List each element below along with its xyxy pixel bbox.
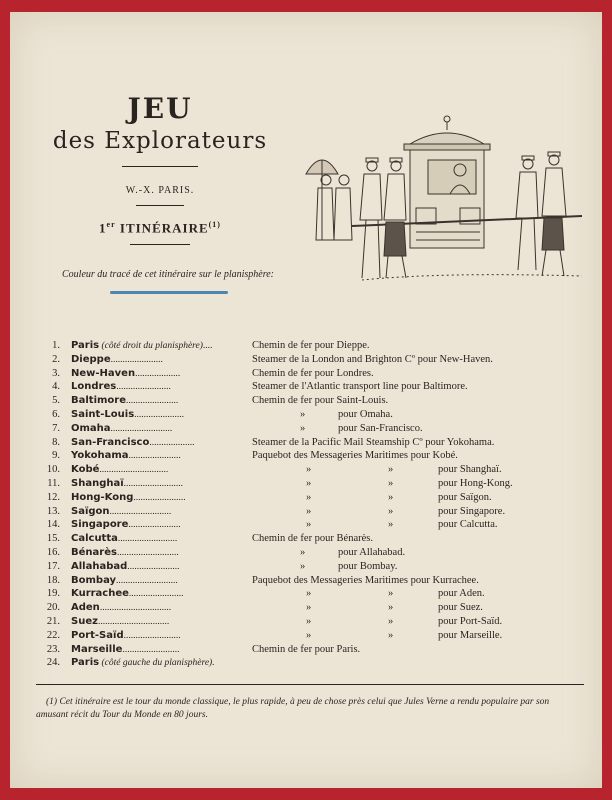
ditto-mark: » — [306, 616, 312, 627]
stop-city-name: San-Francisco — [71, 436, 150, 448]
ditto-mark: » — [306, 491, 312, 503]
itinerary-row — [38, 533, 598, 547]
leader-dots: ................... — [135, 368, 181, 379]
leader-dots: ....................... — [128, 589, 184, 600]
stop-number: 22. — [46, 629, 60, 641]
ditto-mark: » — [300, 547, 306, 558]
stop-city-name: Yokohama — [71, 450, 129, 462]
ditto-mark: » — [300, 409, 306, 420]
ditto-mark: » — [388, 629, 394, 641]
stop-city — [71, 340, 212, 351]
leader-dots: ................... — [149, 437, 195, 448]
publisher-divider — [136, 205, 184, 206]
itinerary-row — [38, 395, 598, 409]
route-color-swatch — [110, 291, 228, 294]
stop-city-name: Bénarès — [71, 547, 117, 558]
title-line-1: JEU — [127, 92, 193, 125]
stop-city-name: Dieppe — [71, 353, 111, 365]
stop-city-name: Bombay — [71, 574, 117, 586]
stop-city — [71, 602, 171, 613]
route-description: pour San-Francisco. — [338, 422, 423, 434]
itinerary-row — [38, 588, 598, 602]
route-description: Chemin de fer pour Dieppe. — [252, 340, 370, 351]
stop-city — [71, 395, 178, 406]
leader-dots: ...................... — [128, 451, 181, 462]
route-description: pour Calcutta. — [438, 519, 498, 531]
stop-city — [71, 437, 194, 448]
itinerary-heading — [10, 220, 310, 236]
stop-city — [71, 354, 163, 365]
stop-city — [71, 644, 179, 655]
itinerary-row — [38, 561, 598, 575]
leader-dots: ......................... — [123, 479, 184, 489]
itinerary-row — [38, 630, 598, 644]
stop-city — [71, 588, 184, 599]
stop-number: 6. — [52, 409, 60, 420]
footnote-divider — [36, 684, 584, 685]
ditto-mark: » — [388, 588, 394, 600]
game-sheet — [10, 12, 602, 788]
stop-number: 2. — [52, 353, 60, 365]
route-description: pour Saïgon. — [438, 491, 492, 503]
stop-city — [71, 616, 169, 627]
sedan-chair-illustration — [292, 100, 592, 290]
route-description: Chemin de fer pour Bénarès. — [252, 533, 374, 545]
ditto-mark: » — [388, 464, 394, 476]
itinerary-footnote-ref: (1) — [208, 220, 221, 229]
itinerary-row — [38, 506, 598, 520]
stop-city-name: Kurrachee — [71, 588, 129, 600]
itinerary-row — [38, 381, 598, 395]
leader-dots: ...................... — [128, 520, 181, 531]
stop-number: 24. — [46, 657, 60, 669]
stop-city-name: Paris — [71, 340, 100, 351]
stop-city-name: Port-Saïd — [71, 629, 124, 641]
stop-city — [71, 561, 180, 572]
footnote: (1) Cet itinéraire est le tour du monde classique, le plus rapide, à peu de chose près celui que Jules Verne a rendu populaire par son amusant récit du Tour du Monde en 80 jours. — [36, 697, 550, 720]
leader-dots: ...................... — [126, 396, 179, 407]
ditto-mark: » — [306, 629, 312, 641]
itinerary-divider — [130, 244, 190, 245]
stop-city — [71, 368, 180, 379]
ditto-mark: » — [306, 464, 312, 476]
stop-city — [71, 575, 178, 586]
route-description: Chemin de fer pour Saint-Louis. — [252, 395, 389, 407]
stop-city — [71, 423, 172, 434]
itinerary-row — [38, 644, 598, 658]
itinerary-row — [38, 657, 598, 671]
leader-dots: .......................... — [116, 548, 179, 558]
leader-dots: ......................... — [117, 534, 178, 545]
itinerary-row — [38, 547, 598, 561]
stop-city — [71, 478, 183, 489]
route-description: Chemin de fer pour Londres. — [252, 367, 374, 379]
stop-city-name: Calcutta — [71, 533, 118, 545]
stop-note: (côté gauche du planisphère). — [99, 658, 215, 669]
itinerary-row — [38, 354, 598, 368]
itinerary-row — [38, 340, 598, 354]
ditto-mark: » — [306, 588, 312, 600]
stop-city-name: Suez — [71, 616, 98, 627]
stop-number: 23. — [46, 643, 60, 655]
route-description: Chemin de fer pour Paris. — [252, 643, 361, 655]
leader-dots: ............................. — [99, 465, 169, 476]
leader-dots: ....................... — [116, 382, 171, 393]
leader-dots: .......................... — [109, 506, 172, 517]
route-description: pour Marseille. — [438, 629, 503, 641]
route-color-caption: Couleur du tracé de cet itinéraire sur le planisphère: — [62, 269, 274, 280]
stop-city — [71, 533, 177, 544]
stop-city-name: Singapore — [71, 519, 129, 531]
leader-dots: .......................... — [110, 423, 173, 434]
stop-city — [71, 519, 181, 530]
stop-city-name: Londres — [71, 381, 117, 393]
stop-number: 13. — [46, 505, 60, 517]
route-description: pour Port-Saïd. — [438, 616, 503, 627]
route-description: pour Hong-Kong. — [438, 478, 513, 489]
stop-city — [71, 506, 171, 517]
stop-number: 14. — [46, 519, 60, 531]
leader-dots: ...................... — [110, 354, 163, 365]
stop-number: 10. — [46, 464, 60, 476]
itinerary-row — [38, 464, 598, 478]
stop-city — [71, 464, 168, 475]
stop-city-name: Kobé — [71, 464, 100, 476]
ditto-mark: » — [388, 491, 394, 503]
stop-number: 4. — [52, 381, 60, 393]
stop-number: 1. — [52, 340, 60, 351]
itinerary-row — [38, 575, 598, 589]
ditto-mark: » — [300, 560, 306, 572]
itinerary-ordinal: er — [106, 220, 116, 229]
itinerary-row — [38, 492, 598, 506]
route-description: pour Omaha. — [338, 409, 393, 420]
publisher: W.-X. PARIS. — [125, 185, 195, 196]
ditto-mark: » — [388, 616, 394, 627]
leader-dots: ........................ — [123, 630, 181, 641]
route-description: Steamer de l'Atlantic transport line pour Baltimore. — [252, 381, 468, 393]
stop-city — [71, 409, 184, 420]
stop-number: 8. — [52, 436, 60, 448]
ditto-mark: » — [306, 602, 312, 614]
leader-dots: ..................... — [134, 410, 185, 420]
stop-city — [71, 657, 215, 668]
leader-dots: .......................... — [116, 575, 178, 586]
route-description: Paquebot des Messageries Maritimes pour Kurrachee. — [252, 574, 479, 586]
itinerary-label: ITINÉRAIRE — [119, 220, 209, 236]
ditto-mark: » — [388, 602, 394, 614]
stop-number: 12. — [46, 491, 60, 503]
itinerary-number: 1 — [99, 220, 107, 236]
stop-city-name: Shanghaï — [71, 478, 124, 489]
leader-dots: .............................. — [99, 603, 172, 614]
itinerary-row — [38, 368, 598, 382]
stop-city-name: Marseille — [71, 643, 123, 655]
route-description: pour Singapore. — [438, 505, 506, 517]
stop-city-name: Omaha — [71, 422, 111, 434]
stop-city-name: Paris — [71, 657, 100, 669]
ditto-mark: » — [306, 505, 312, 517]
stop-city — [71, 450, 181, 461]
ditto-mark: » — [388, 505, 394, 517]
stop-note: (côté droit du planisphère) — [99, 341, 203, 351]
stop-number: 3. — [52, 367, 60, 379]
route-description: pour Shanghaï. — [438, 464, 502, 476]
stop-number: 16. — [46, 547, 60, 558]
leader-dots: .............................. — [97, 617, 170, 627]
stop-city-name: Baltimore — [71, 395, 127, 407]
route-description: pour Bombay. — [338, 560, 398, 572]
stop-city-name: Saint-Louis — [71, 409, 135, 420]
itinerary-row — [38, 519, 598, 533]
stop-city — [71, 547, 179, 558]
stop-number: 15. — [46, 533, 60, 545]
route-description: Steamer de la Pacific Mail Steamship Cº pour Yokohama. — [252, 436, 495, 448]
title-line-2: des Explorateurs — [52, 128, 268, 154]
route-description: pour Aden. — [438, 588, 485, 600]
route-description: pour Suez. — [438, 602, 483, 614]
stop-number: 5. — [52, 395, 60, 407]
ditto-mark: » — [300, 422, 306, 434]
stop-city — [71, 492, 186, 503]
stop-number: 9. — [52, 450, 60, 462]
itinerary-row — [38, 437, 598, 451]
leader-dots: ...................... — [127, 561, 180, 572]
itinerary-row — [38, 616, 598, 630]
itinerary-row — [38, 602, 598, 616]
leader-dots: .... — [202, 341, 213, 351]
itinerary-row — [38, 478, 598, 492]
leader-dots: ...................... — [133, 492, 186, 503]
stop-city — [71, 630, 181, 641]
stop-number: 11. — [47, 478, 60, 489]
stop-city — [71, 381, 171, 392]
stop-number: 17. — [46, 560, 60, 572]
itinerary-row — [38, 450, 598, 464]
stop-number: 20. — [46, 602, 60, 614]
stop-city-name: Hong-Kong — [71, 491, 134, 503]
stop-number: 19. — [46, 588, 60, 600]
stop-city-name: Allahabad — [71, 560, 128, 572]
stop-city-name: Aden — [71, 602, 100, 614]
itinerary-row — [38, 423, 598, 437]
ditto-mark: » — [306, 519, 312, 531]
ditto-mark: » — [388, 478, 394, 489]
ditto-mark: » — [306, 478, 312, 489]
stop-number: 21. — [46, 616, 60, 627]
stop-number: 18. — [46, 574, 60, 586]
ditto-mark: » — [388, 519, 394, 531]
stop-city-name: Saïgon — [71, 505, 110, 517]
route-description: Paquebot des Messageries Maritimes pour Kobé. — [252, 450, 458, 462]
leader-dots: ........................ — [122, 644, 180, 655]
route-description: Steamer de la London and Brighton Cº pour New-Haven. — [252, 353, 493, 365]
stop-number: 7. — [52, 422, 60, 434]
itinerary-row — [38, 409, 598, 423]
stop-city-name: New-Haven — [71, 367, 136, 379]
route-description: pour Allahabad. — [338, 547, 406, 558]
title-divider — [122, 166, 198, 167]
